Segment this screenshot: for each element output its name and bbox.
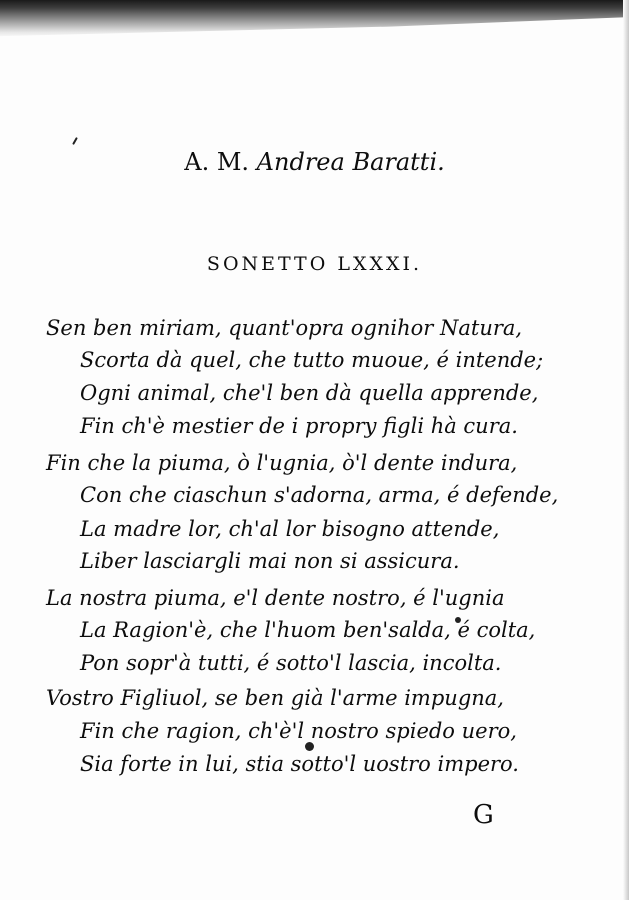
poem-line: Fin ch'è mestier de i propry figli hà cura. bbox=[80, 414, 518, 438]
poem-line: Fin che la piuma, ò l'ugnia, ò'l dente indura, bbox=[46, 451, 518, 475]
poem-line: Scorta dà quel, che tutto muoue, é intende; bbox=[80, 348, 544, 372]
poem-line: La madre lor, ch'al lor bisogno attende, bbox=[80, 517, 500, 541]
sonnet-title: SONETTO LXXXI. bbox=[206, 253, 423, 275]
poem-line: Vostro Figliuol, se ben già l'arme impugna, bbox=[46, 686, 504, 710]
poem-line: Liber lasciargli mai non si assicura. bbox=[80, 549, 460, 573]
poem-body bbox=[0, 310, 629, 780]
dedication-heading bbox=[0, 147, 629, 177]
dedication-prefix: A. M. bbox=[184, 148, 250, 176]
poem-line: La nostra piuma, e'l dente nostro, é l'ugnia bbox=[46, 586, 505, 610]
scan-edge-shadow bbox=[0, 0, 629, 38]
signature-mark: G bbox=[473, 800, 494, 830]
poem-line: Ogni animal, che'l ben dà quella apprende, bbox=[80, 381, 539, 405]
ink-speck bbox=[72, 137, 78, 145]
poem-line: Sia forte in lui, stia sotto'l uostro impero. bbox=[80, 752, 519, 776]
poem-line: La Ragion'è, che l'huom ben'salda, é colta, bbox=[80, 618, 536, 642]
poem-line: Fin che ragion, ch'è'l nostro spiedo uero, bbox=[80, 719, 517, 743]
poem-line: Sen ben miriam, quant'opra ognihor Natura, bbox=[46, 316, 523, 340]
poem-line: Con che ciaschun s'adorna, arma, é defende, bbox=[80, 483, 559, 507]
poem-line: Pon sopr'à tutti, é sotto'l lascia, incolta. bbox=[80, 651, 502, 675]
dedication-name: Andrea Baratti. bbox=[256, 148, 445, 176]
